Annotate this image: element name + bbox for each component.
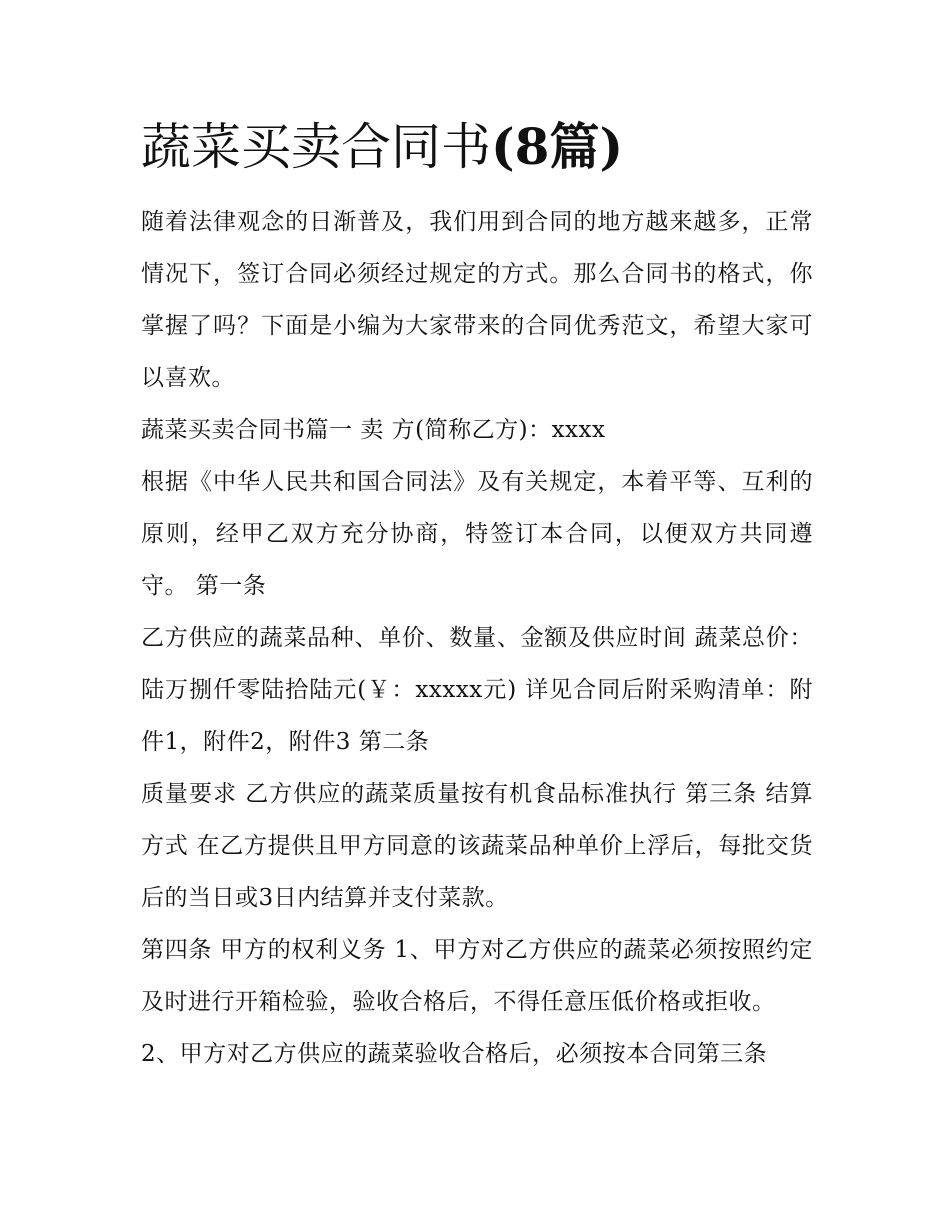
paragraph-article-2-3: 质量要求 乙方供应的蔬菜质量按有机食品标准执行 第三条 结算方式 在乙方提供且甲方同意的该蔬菜品种单价上浮后，每批交货后的当日或3日内结算并支付菜款。	[141, 781, 813, 911]
paragraph-article-1: 乙方供应的蔬菜品种、单价、数量、金额及供应时间 蔬菜总价：陆万捌仟零陆拾陆元(￥：xxxxx元) 详见合同后附采购清单：附件1，附件2，附件3 第二条	[141, 625, 813, 755]
paragraph-intro: 随着法律观念的日渐普及，我们用到合同的地方越来越多，正常情况下，签订合同必须经过规定的方式。那么合同书的格式，你掌握了吗？下面是小编为大家带来的合同优秀范文，希望大家可以喜欢。	[141, 209, 813, 391]
document-title	[141, 110, 813, 184]
title-suffix: (8篇)	[491, 117, 624, 176]
paragraph-basis: 根据《中华人民共和国合同法》及有关规定，本着平等、互利的原则，经甲乙双方充分协商，特签订本合同，以便双方共同遵守。 第一条	[141, 469, 813, 599]
paragraph-article-4: 第四条 甲方的权利义务 1、甲方对乙方供应的蔬菜必须按照约定及时进行开箱检验，验收合格后，不得任意压低价格或拒收。	[141, 937, 813, 1015]
title-main: 蔬菜买卖合同书	[141, 118, 491, 176]
paragraph-seller: 蔬菜买卖合同书篇一 卖 方(简称乙方)：xxxx	[141, 417, 606, 443]
paragraph-article-4-item-2: 2、甲方对乙方供应的蔬菜验收合格后，必须按本合同第三条	[141, 1041, 768, 1067]
document-body	[141, 110, 813, 1080]
